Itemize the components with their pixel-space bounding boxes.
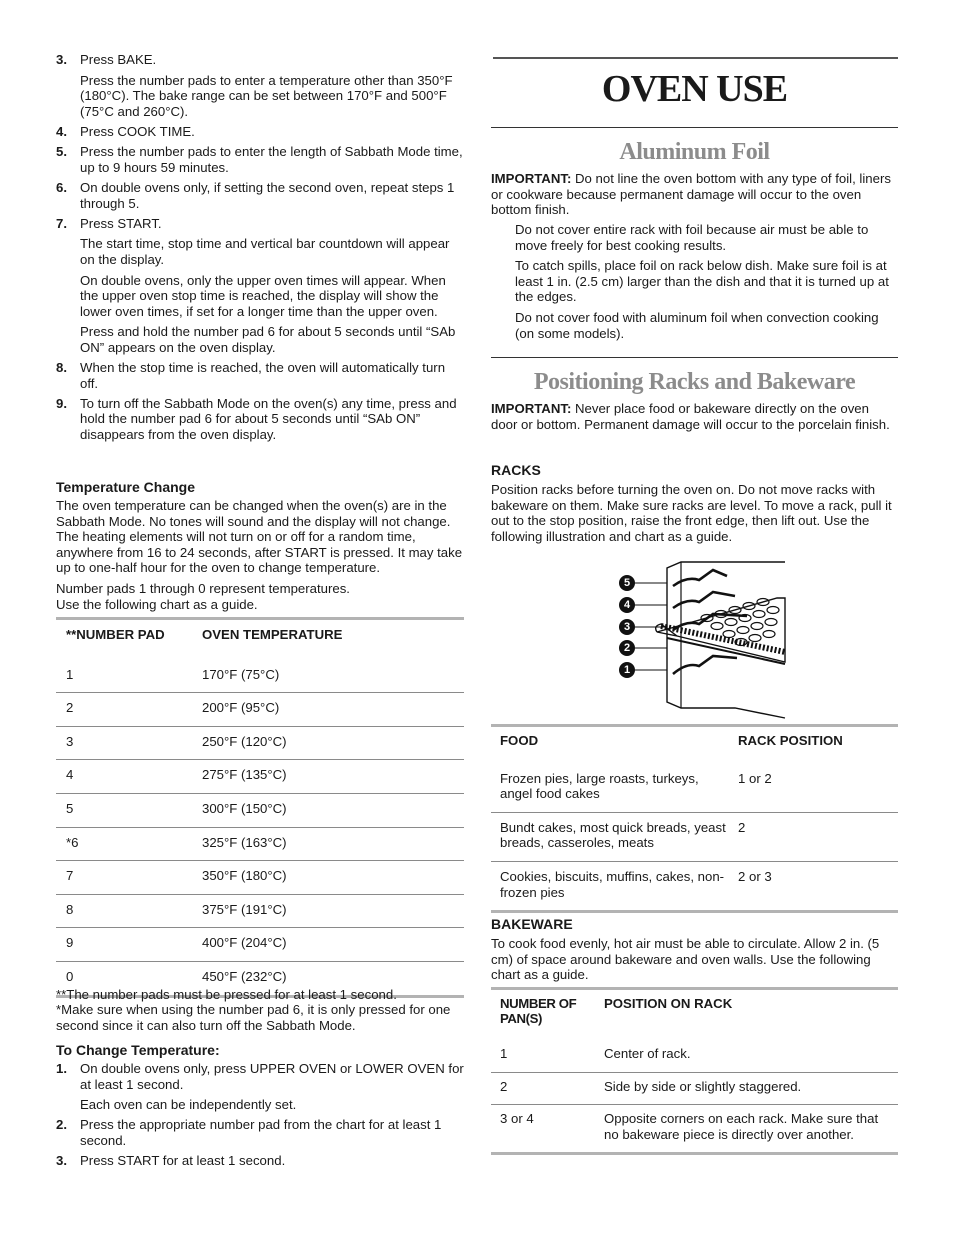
table-row xyxy=(56,760,464,794)
pans-position-table xyxy=(491,987,898,1155)
to-change-temperature-heading: To Change Temperature: xyxy=(56,1042,220,1058)
table-row xyxy=(491,1072,898,1105)
table-row xyxy=(491,764,898,813)
list-item-text: On double ovens only, if setting the second oven, repeat steps 1 through 5. xyxy=(80,179,455,211)
foil-tips xyxy=(515,222,898,346)
food-table-body xyxy=(491,764,898,912)
table-cell: 1 or 2 xyxy=(738,770,772,786)
list-item-number: 4. xyxy=(56,123,67,139)
temperature-change-paragraph: The oven temperature can be changed when the oven(s) are in the Sabbath Mode. No tones will sound and the display will not change. The heating elements will not turn on or off for a random time, anywhere from 16 to 24 seconds, after START is pressed. It may take up to one-half hour for the oven to change temperature. xyxy=(56,498,463,576)
sabbath-steps-list xyxy=(56,52,464,447)
table-cell: Cookies, biscuits, muffins, cakes, non-frozen pies xyxy=(491,861,738,911)
bakeware-subheading: BAKEWARE xyxy=(491,916,573,932)
foil-tip-paragraph: To catch spills, place foil on rack below dish. Make sure foil is at least 1 in. (2.5 cm) larger than the dish and that it is turned up at the edges. xyxy=(515,258,889,305)
rack-position-3-badge: 3 xyxy=(619,619,635,635)
list-item-text: Press START for at least 1 second. xyxy=(80,1153,286,1169)
table-row xyxy=(56,726,464,760)
foil-important-note xyxy=(491,171,898,218)
list-item xyxy=(56,144,464,175)
table-row xyxy=(56,928,464,962)
rack-position-2-badge: 2 xyxy=(619,640,635,656)
table-cell: 325°F (163°C) xyxy=(202,827,464,861)
list-item-number: 6. xyxy=(56,179,67,195)
list-item xyxy=(56,52,464,119)
rack-positions-illustration xyxy=(617,556,787,720)
table-cell: Center of rack. xyxy=(604,1046,691,1061)
foil-section-rule xyxy=(491,357,898,358)
racks-important-note xyxy=(491,401,898,432)
table-cell: 300°F (150°C) xyxy=(202,793,464,827)
rack-position-4-badge: 4 xyxy=(619,597,635,613)
table-row xyxy=(56,861,464,895)
list-item xyxy=(56,180,464,211)
oven-rack-diagram xyxy=(617,556,787,720)
foil-important-text: Do not line the oven bottom with any type of foil, liners or cookware because permanent damage will occur to the oven bottom finish. xyxy=(491,171,891,218)
list-item-number: 1. xyxy=(56,1061,67,1076)
list-item-paragraph: Each oven can be independently set. xyxy=(80,1097,297,1113)
list-item-text: Press the number pads to enter the length of Sabbath Mode time, up to 9 hours 59 minutes. xyxy=(80,144,463,175)
list-item-text: To turn off the Sabbath Mode on the oven(s) any time, press and hold the number pad 6 for about 5 seconds until “SAb ON” disappears from the oven display. xyxy=(80,395,457,443)
rack-guide-1 xyxy=(673,656,737,674)
table-cell: *6 xyxy=(56,827,202,861)
rack-position-1-badge: 1 xyxy=(619,662,635,678)
table-cell: 7 xyxy=(56,861,202,895)
baking-rack xyxy=(657,598,785,662)
list-item-number: 7. xyxy=(56,215,67,231)
pans-table-body xyxy=(491,1040,898,1154)
aluminum-foil-heading: Aluminum Foil xyxy=(619,139,770,165)
table-cell: 8 xyxy=(56,894,202,928)
oven-wall-outline xyxy=(667,562,785,718)
table-header-food: FOOD xyxy=(500,733,539,748)
table-row xyxy=(56,693,464,727)
racks-subheading: RACKS xyxy=(491,462,541,478)
list-item-text: Press the appropriate number pad from the chart for at least 1 second. xyxy=(80,1117,442,1148)
list-item xyxy=(56,1061,464,1113)
list-item-text: Press BAKE. xyxy=(80,52,157,67)
list-item-text: Press START. xyxy=(80,215,162,231)
footnote-number-pad-6: *Make sure when using the number pad 6, it is only pressed for one second since it can also turn off the Sabbath Mode. xyxy=(56,1002,451,1033)
table-cell: 9 xyxy=(56,928,202,962)
temperature-change-note: Number pads 1 through 0 represent temperatures. xyxy=(56,581,350,596)
list-item-paragraph: The start time, stop time and vertical bar countdown will appear on the display. xyxy=(80,236,450,267)
table-cell: 375°F (191°C) xyxy=(202,894,464,928)
table-header-number-of-pans: NUMBER OF PAN(S) xyxy=(500,996,577,1026)
table-row xyxy=(491,1105,898,1154)
list-item xyxy=(56,1117,464,1148)
foil-tip-paragraph: Do not cover entire rack with foil because air must be able to move freely for best cooking results. xyxy=(515,222,869,253)
table-row xyxy=(491,861,898,911)
table-cell: 200°F (95°C) xyxy=(202,693,464,727)
table-cell: 0 xyxy=(56,961,202,996)
table-cell: 250°F (120°C) xyxy=(202,726,464,760)
title-bottom-rule xyxy=(491,127,898,128)
list-item-number: 5. xyxy=(56,144,67,160)
table-cell: 2 xyxy=(491,1072,604,1105)
table-cell: 1 xyxy=(66,666,74,682)
temperature-table-body xyxy=(56,660,464,996)
list-item-text: On double ovens only, press UPPER OVEN or LOWER OVEN for at least 1 second. xyxy=(80,1061,464,1092)
rack-guide-4 xyxy=(673,592,735,608)
table-cell: 450°F (232°C) xyxy=(202,961,464,996)
table-cell: Bundt cakes, most quick breads, yeast breads, casseroles, meats xyxy=(491,812,738,861)
table-cell: 2 xyxy=(56,693,202,727)
table-row xyxy=(491,812,898,861)
table-cell: 275°F (135°C) xyxy=(202,760,464,794)
change-temperature-steps-list xyxy=(56,1061,464,1173)
list-item-number: 9. xyxy=(56,395,67,411)
table-cell: 3 xyxy=(56,726,202,760)
bakeware-paragraph: To cook food evenly, hot air must be able to circulate. Allow 2 in. (5 cm) of space around bakeware and oven walls. Use the following chart as a guide. xyxy=(491,936,880,983)
racks-important-text: Never place food or bakeware directly on the oven door or bottom. Permanent damage will occur to the porcelain finish. xyxy=(491,401,890,432)
temperature-change-heading: Temperature Change xyxy=(56,479,195,495)
table-row xyxy=(56,827,464,861)
racks-important-label: IMPORTANT: xyxy=(491,401,572,416)
positioning-racks-heading: Positioning Racks and Bakeware xyxy=(533,369,856,395)
list-item xyxy=(56,124,464,140)
list-item-number: 2. xyxy=(56,1117,67,1133)
title-top-rule xyxy=(493,57,898,59)
rack-position-5-badge: 5 xyxy=(619,575,635,591)
table-cell: 5 xyxy=(56,793,202,827)
table-row xyxy=(491,1040,898,1072)
list-item-paragraph: On double ovens, only the upper oven times will appear. When the upper oven stop time is reached, the display will show the lower oven times, if set for a longer time than the upper oven. xyxy=(80,272,446,319)
table-header-oven-temperature: OVEN TEMPERATURE xyxy=(202,627,343,642)
list-item-paragraph: Press and hold the number pad 6 for about 5 seconds until “SAb ON” appears on the oven display. xyxy=(80,324,456,355)
table-cell: 350°F (180°C) xyxy=(202,861,464,895)
list-item xyxy=(56,1153,464,1169)
table-row xyxy=(56,894,464,928)
table-cell: 2 xyxy=(738,812,898,861)
food-rack-position-table xyxy=(491,724,898,913)
list-item-number: 8. xyxy=(56,360,67,376)
list-item-number: 3. xyxy=(56,1153,67,1169)
table-cell: Side by side or slightly staggered. xyxy=(604,1072,898,1105)
foil-tip-paragraph: Do not cover food with aluminum foil when convection cooking (on some models). xyxy=(515,309,879,341)
page-title: OVEN USE xyxy=(601,68,788,110)
list-item-paragraph: Press the number pads to enter a temperature other than 350°F (180°C). The bake range can be set between 170°F and 500°F (75°C and 260°C). xyxy=(80,72,453,119)
table-cell: 4 xyxy=(56,760,202,794)
table-header-rack-position: RACK POSITION xyxy=(738,733,843,748)
temperature-change-guide: Use the following chart as a guide. xyxy=(56,597,258,612)
racks-paragraph: Position racks before turning the oven on. Do not move racks with bakeware on them. Make sure racks are level. To move a rack, pull it out to the stop position, raise the front edge, then lift out. Use the following illustration and chart as a guide. xyxy=(491,482,892,544)
table-cell: 1 xyxy=(500,1046,508,1061)
number-pad-temperature-table xyxy=(56,617,464,998)
footnote-press-duration: **The number pads must be pressed for at least 1 second. xyxy=(56,987,397,1002)
table-row xyxy=(56,793,464,827)
table-header-number-pad: **NUMBER PAD xyxy=(66,627,165,642)
list-item-text: Press COOK TIME. xyxy=(80,123,195,139)
table-header-position-on-rack: POSITION ON RACK xyxy=(604,996,733,1011)
foil-important-label: IMPORTANT: xyxy=(491,171,572,186)
list-item xyxy=(56,216,464,356)
table-row xyxy=(56,660,464,693)
table-cell: Opposite corners on each rack. Make sure that no bakeware piece is directly over another. xyxy=(604,1105,898,1154)
list-item-text: When the stop time is reached, the oven will automatically turn off. xyxy=(80,360,446,391)
table-cell: 2 or 3 xyxy=(738,861,898,911)
list-item xyxy=(56,396,464,443)
rack-front-rail xyxy=(661,626,785,652)
table-cell: 400°F (204°C) xyxy=(202,928,464,962)
table-cell: Frozen pies, large roasts, turkeys, angel food cakes xyxy=(500,770,699,802)
table-cell: 3 or 4 xyxy=(491,1105,604,1154)
list-item xyxy=(56,360,464,391)
list-item-number: 3. xyxy=(56,52,67,67)
table-cell: 170°F (75°C) xyxy=(202,666,280,682)
